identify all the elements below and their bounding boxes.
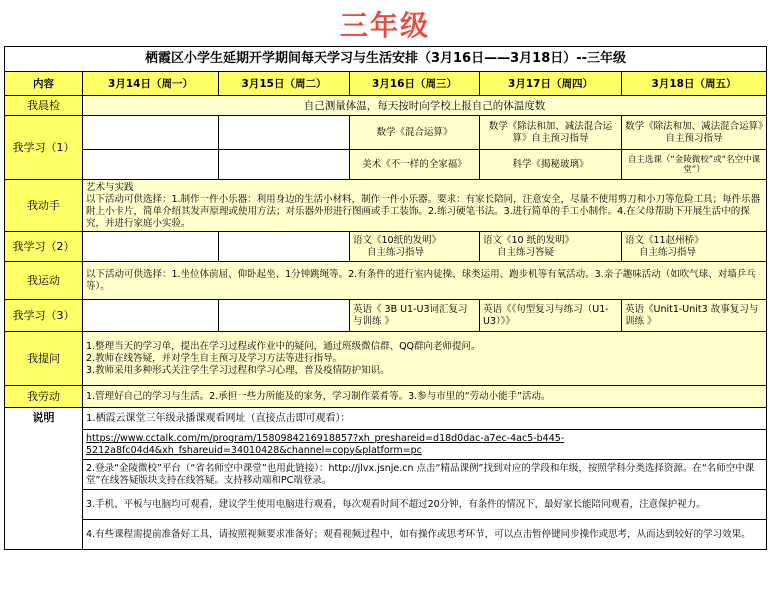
cell [83,232,219,262]
schedule-title-row [5,47,767,72]
row-label: 我运动 [5,262,83,300]
row-label: 我学习（3） [5,300,83,332]
questions-row [5,332,767,386]
cctalk-link[interactable]: https://www.cctalk.com/m/program/1580984216918857?xh_preshareid=d18d0dac-a7ec-4ac5-b445-5212a8fc04d4&xh_fshareuid=34010428&channel=copy&platform=pc [86,432,565,456]
morning-check-text: 自己测量体温，每天按时向学校上报自己的体温度数 [83,96,767,116]
cell: 数学《混合运算》 [350,116,480,150]
cell [83,300,219,332]
note-item: 1.栖霞云课堂三年级录播课观看网址（直接点击即可观看）： [83,408,767,430]
cell-line: 自主练习答疑 [497,246,555,258]
questions-cell [83,332,767,386]
schedule-title: 栖霞区小学生延期开学期间每天学习与生活安排（3月16日——3月18日）--三年级 [5,47,767,72]
notes-row [5,520,767,550]
note-item: 3.手机、平板与电脑均可观看，建议学生使用电脑进行观看，每次观看时间不超过20分钟，有条件的情况下，最好家长能陪同观看，注意保护视力。 [83,490,767,520]
schedule-table [4,46,767,550]
cell: 英语《Unit1-Unit3 故事复习与训练 》 [622,300,767,332]
row-label: 我学习（2） [5,232,83,262]
note-link[interactable] [83,430,767,460]
cell-line: 语文《11赵州桥》 [625,234,704,246]
labor-text: 1.管理好自己的学习与生活。2.承担一些力所能及的家务，学习制作菜肴等。3.参与市里的“劳动小能手”活动。 [83,386,767,408]
questions-line: 3.教师采用多种形式关注学生学习过程和学习心理，普及疫情防护知识。 [86,364,390,376]
header-day: 3月16日（周三） [350,72,480,96]
header-day: 3月14日（周一） [83,72,219,96]
cell: 数学《除法和加、减法混合运算》自主预习指导 [622,116,767,150]
page-title: 三年级 [339,9,430,42]
notes-label: 说明 [5,408,83,550]
notes-row [5,490,767,520]
exercise-row [5,262,767,300]
cell: 英语《《句型复习与练习（U1-U3）》》 [480,300,622,332]
cell: 自主选课（“金陵微校”或“名空中课堂”） [622,150,767,180]
cell [219,150,350,180]
cell [219,116,350,150]
labor-row [5,386,767,408]
header-day: 3月15日（周二） [219,72,350,96]
cell [480,232,622,262]
cell [219,232,350,262]
row-label: 我提问 [5,332,83,386]
cell [83,150,219,180]
header-row [5,72,767,96]
note-item: 2.登录“金陵微校”平台（“省名师空中课堂”也用此链接）：http://jlvx.jsnje.cn 点击“精品课例”找到对应的学段和年级，按照学科分类选择资源。在“名师空中课堂”在线答疑版块支持在线答疑。支持移动端和PC端登录。 [83,460,767,490]
notes-row [5,408,767,430]
cell [622,232,767,262]
cell [350,232,480,262]
cell: 美术《不一样的全家福》 [350,150,480,180]
cell-line: 自主练习指导 [367,246,425,258]
cell-line: 语文《10 纸的发明》 [483,234,575,246]
header-content: 内容 [5,72,83,96]
cell [219,300,350,332]
study1-row-b [5,150,767,180]
study2-row [5,232,767,262]
header-day: 3月18日（周五） [622,72,767,96]
questions-line: 1.整理当天的学习单，提出在学习过程或作业中的疑问，通过班级微信群、QQ群向老师提问。 [86,340,481,352]
row-label: 我学习（1） [5,116,83,180]
cell-line: 语文《10纸的发明》 [353,234,442,246]
cell: 数学《除法和加、减法混合运算》自主预习指导 [480,116,622,150]
note-item: 4.有些课程需提前准备好工具，请按照视频要求准备好；观看视频过程中，如有操作或思考环节，可以点击暂停键同步操作或思考，从而达到较好的学习效果。 [83,520,767,550]
cell: 科学《揭秘玻璃》 [480,150,622,180]
hands-on-cell [83,180,767,232]
questions-line: 2.教师在线答疑，并对学生自主预习及学习方法等进行指导。 [86,352,343,364]
cell [83,116,219,150]
row-label: 我劳动 [5,386,83,408]
cell-line: 自主练习指导 [639,246,697,258]
row-label: 我动手 [5,180,83,232]
notes-row [5,460,767,490]
hands-on-text: 以下活动可供选择：1.制作一件小乐器：利用身边的生活小材料，制作一件小乐器。要求：有家长陪同，注意安全，尽量不使用剪刀和小刀等危险工具；每件乐器附上小卡片，简单介绍其发声原理或使用方法；对乐器外形进行图画或手工装饰。2.练习硬笔书法。3.进行简单的手工小制作。4.在父母帮助下开展生活中的探究，并进行家庭小实验。 [86,193,761,229]
row-label: 我晨检 [5,96,83,116]
exercise-text: 以下活动可供选择：1.坐位体前屈、仰卧起坐、1分钟跳绳等。2.有条件的进行室内徒操、球类运用、跑步机等有氧活动。3.亲子趣味活动（如吹气球、对墙乒乓等）。 [83,262,767,300]
study3-row [5,300,767,332]
morning-check-row [5,96,767,116]
header-day: 3月17日（周四） [480,72,622,96]
notes-row [5,430,767,460]
study1-row-a [5,116,767,150]
cell: 英语《 3B U1-U3词汇复习与训练 》 [350,300,480,332]
hands-on-title: 艺术与实践 [86,181,134,193]
hands-on-row [5,180,767,232]
